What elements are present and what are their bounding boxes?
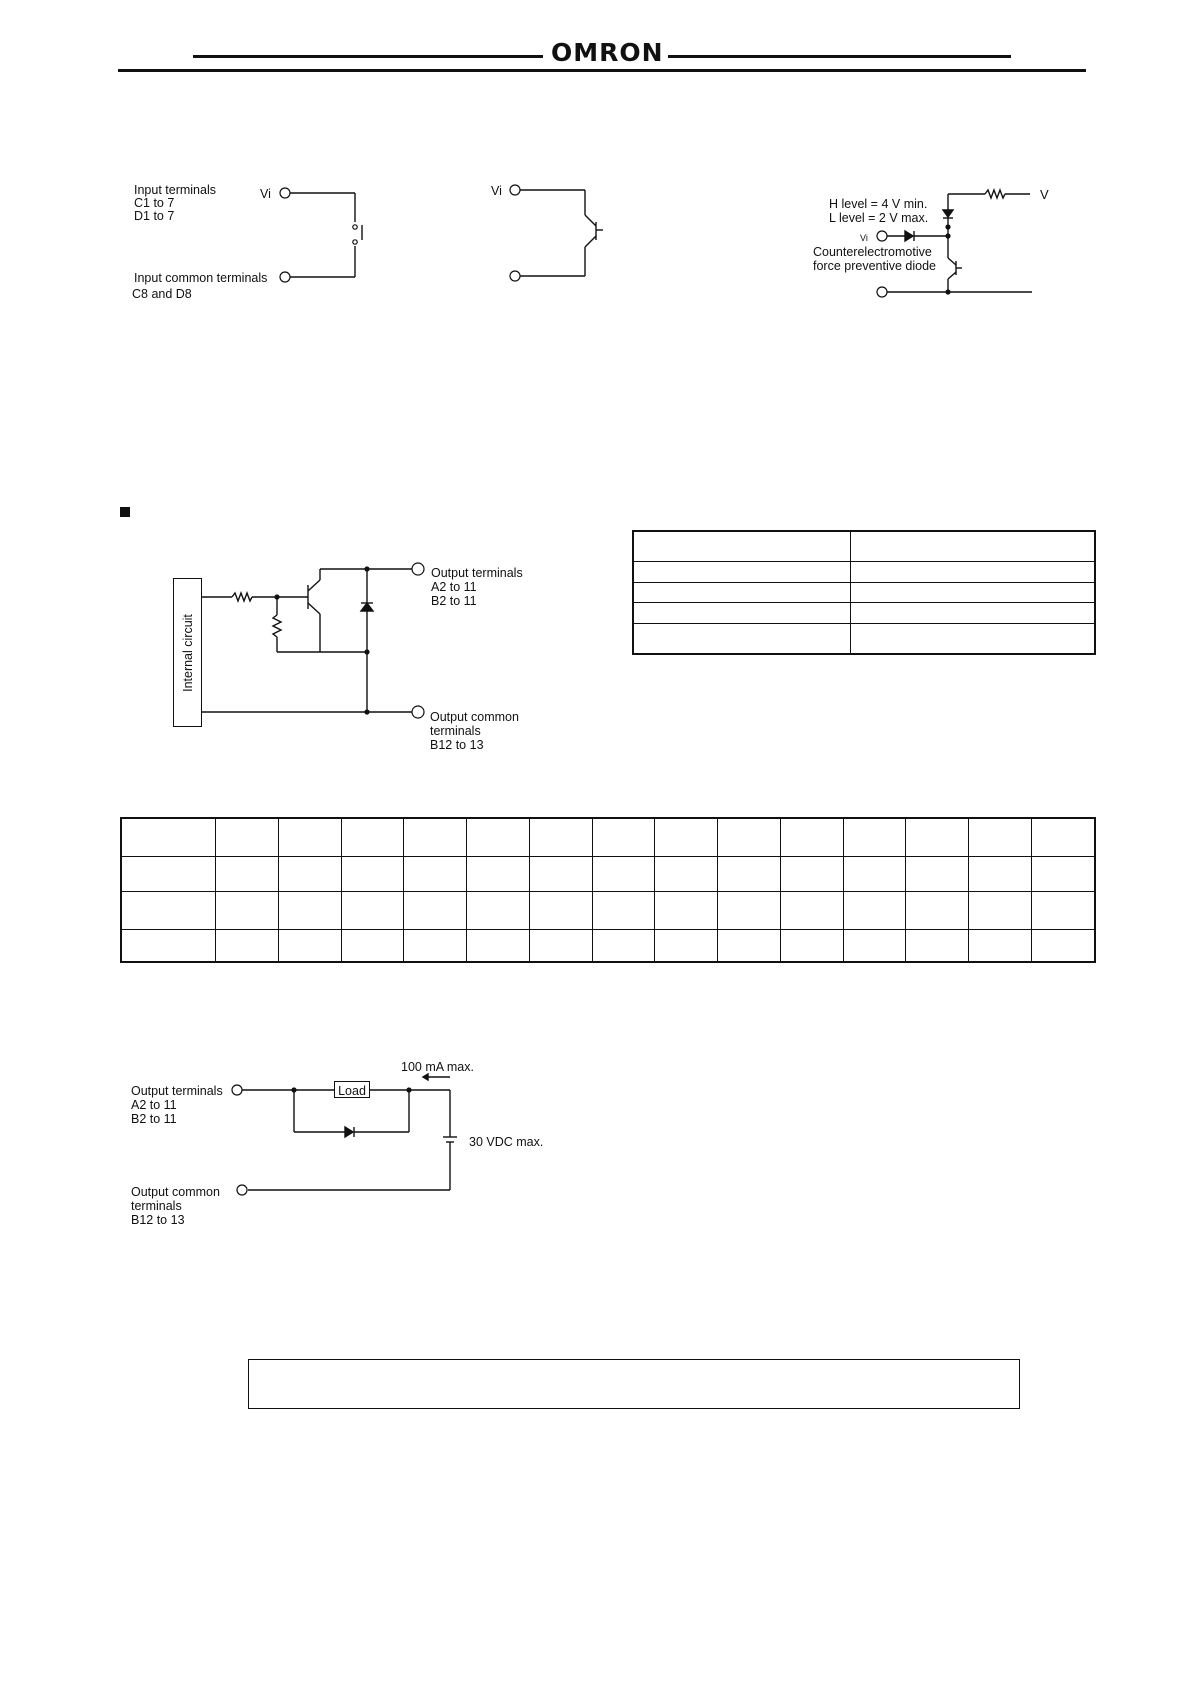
load-range-a: A2 to 11 — [131, 1098, 177, 1112]
output-common-range: B12 to 13 — [430, 738, 484, 752]
output-terminals-label: Output terminals — [431, 566, 523, 580]
load-common-range: B12 to 13 — [131, 1213, 185, 1227]
note-box — [248, 1359, 1020, 1409]
voltage-label: 30 VDC max. — [469, 1135, 544, 1149]
input-common-range: C8 and D8 — [132, 287, 192, 301]
l-level-label: L level = 2 V max. — [829, 211, 929, 225]
load-range-b: B2 to 11 — [131, 1112, 177, 1126]
load-label: Load — [338, 1084, 366, 1098]
load-common-label-1: Output common — [131, 1185, 220, 1199]
internal-circuit-label: Internal circuit — [180, 613, 195, 692]
output-range-b: B2 to 11 — [431, 594, 477, 608]
input-terminals-label: Input terminals — [134, 183, 216, 197]
input-range-c: C1 to 7 — [134, 196, 175, 210]
current-label: 100 mA max. — [401, 1060, 474, 1074]
output-range-a: A2 to 11 — [431, 580, 477, 594]
vi-label-3: Vi — [860, 233, 868, 243]
diode-label-1: Counterelectromotive — [813, 245, 932, 259]
load-common-label-2: terminals — [131, 1199, 182, 1213]
vi-label-2: Vi — [491, 184, 502, 198]
output-common-label-1: Output common — [430, 710, 519, 724]
load-output-terminals: Output terminals — [131, 1084, 223, 1098]
output-common-label-2: terminals — [430, 724, 481, 738]
load-box — [334, 1081, 370, 1098]
diode-label-2: force preventive diode — [813, 259, 936, 273]
omron-logo: OMRON — [551, 38, 664, 67]
input-range-d: D1 to 7 — [134, 209, 175, 223]
vi-label-1: Vi — [260, 187, 271, 201]
input-common-label: Input common terminals — [134, 271, 268, 285]
v-label: V — [1040, 187, 1049, 202]
h-level-label: H level = 4 V min. — [829, 197, 928, 211]
